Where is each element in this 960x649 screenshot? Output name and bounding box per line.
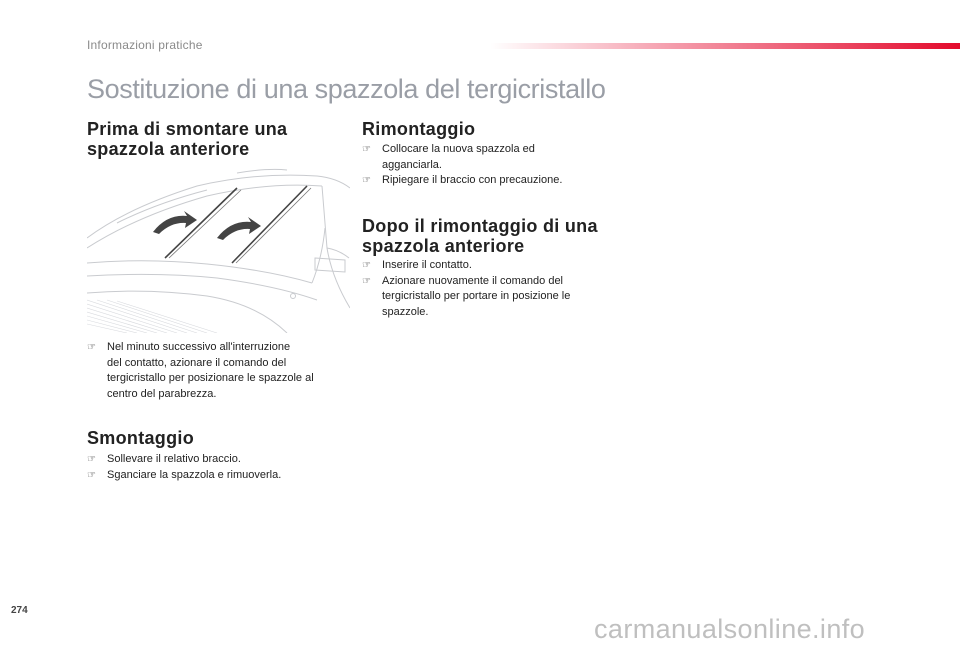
list-item: [362, 173, 622, 189]
hand-pointer-icon: ☞: [87, 454, 96, 465]
heading-rimontaggio: Rimontaggio: [362, 119, 476, 139]
windshield-wiper-illustration: [87, 168, 350, 333]
heading-line: Dopo il rimontaggio di una: [362, 216, 598, 236]
list-line: Collocare la nuova spazzola ed: [382, 143, 535, 155]
hand-pointer-icon: ☞: [87, 469, 96, 481]
heading-smontaggio: Smontaggio: [87, 428, 194, 448]
list-line: spazzole.: [382, 305, 429, 318]
list-line: Nel minuto successivo all'interruzione: [107, 341, 291, 353]
page-number: 274: [11, 605, 28, 616]
list-line: tergicristallo per portare in posizione le: [382, 290, 571, 302]
list-line: Ripiegare il braccio con precauzione.: [382, 174, 563, 186]
list-line: Sganciare la spazzola e rimuoverla.: [107, 468, 282, 481]
hand-pointer-icon: ☞: [362, 144, 371, 155]
list-line: del contatto, azionare il comando del: [107, 356, 287, 369]
heading-line: Prima di smontare una: [87, 119, 288, 139]
list-line: Sollevare il relativo braccio.: [107, 453, 241, 465]
list-line: centro del parabrezza.: [107, 387, 217, 400]
page-title: Sostituzione di una spazzola del tergicristallo: [87, 74, 606, 104]
list-line: Azionare nuovamente il comando del: [382, 274, 564, 287]
watermark: carmanualsonline.info: [594, 614, 866, 644]
hand-pointer-icon: ☞: [362, 275, 371, 287]
list-item: [87, 452, 357, 468]
header-accent-bar: [490, 43, 960, 49]
rimontaggio-bullet-list: [362, 142, 622, 189]
smontaggio-bullet-list: [87, 452, 357, 483]
heading-prima-di-smontare: [87, 119, 287, 159]
hand-pointer-icon: ☞: [87, 342, 96, 353]
heading-line: spazzola anteriore: [87, 139, 250, 159]
list-line: agganciarla.: [382, 158, 442, 171]
header-section-title: Informazioni pratiche: [87, 38, 203, 52]
list-line: Inserire il contatto.: [382, 259, 472, 271]
list-line: tergicristallo per posizionare le spazzole al: [107, 372, 314, 384]
list-item: [362, 274, 622, 321]
list-item: [362, 258, 622, 274]
dopo-bullet-list: [362, 258, 622, 320]
prima-bullet-list: [87, 340, 357, 402]
heading-dopo-il-rimontaggio: [362, 216, 598, 256]
hand-pointer-icon: ☞: [362, 260, 371, 271]
list-item: [87, 340, 357, 402]
list-item: [87, 468, 357, 484]
heading-line: spazzola anteriore: [362, 236, 525, 256]
list-item: [362, 142, 622, 173]
hand-pointer-icon: ☞: [362, 175, 371, 186]
